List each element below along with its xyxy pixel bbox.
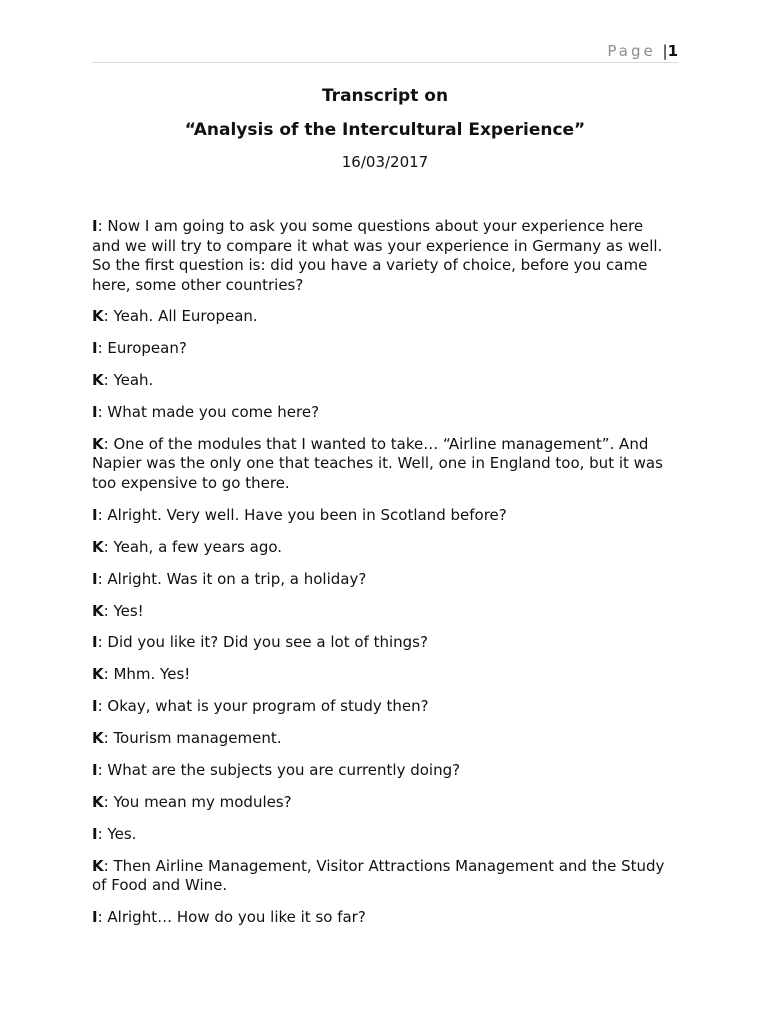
utterance-text: : What are the subjects you are currently doing?: [97, 760, 461, 779]
utterance-text: : Yeah, a few years ago.: [103, 537, 283, 556]
speaker-label: I: [92, 760, 98, 779]
title-block: [92, 84, 678, 172]
document-date: 16/03/2017: [341, 153, 429, 171]
speaker-label: I: [92, 569, 98, 588]
transcript-turn: [92, 371, 672, 391]
speaker-label: I: [92, 908, 98, 927]
transcript-turn: [92, 435, 672, 494]
utterance-text: : European?: [97, 339, 187, 358]
utterance-text: : One of the modules that I wanted to take… “Airline management”. And Napier was the only one that teaches it. Well, one in England too, but it was too expensive to go there.: [92, 434, 663, 492]
transcript-turn: [92, 403, 672, 423]
page-label: Page: [607, 42, 656, 60]
utterance-text: : You mean my modules?: [103, 792, 292, 811]
speaker-label: I: [92, 824, 98, 843]
transcript-turn: [92, 633, 672, 653]
utterance-text: : Mhm. Yes!: [103, 665, 191, 684]
speaker-label: K: [92, 601, 104, 620]
utterance-text: : Alright. Very well. Have you been in Scotland before?: [97, 505, 507, 524]
speaker-label: I: [92, 403, 98, 422]
transcript-turn: [92, 538, 672, 558]
utterance-text: : What made you come here?: [97, 403, 320, 422]
transcript-turn: [92, 570, 672, 590]
speaker-label: K: [92, 371, 104, 390]
utterance-text: : Now I am going to ask you some questions about your experience here and we will try to compare it what was your experience in Germany as well. So the first question is: did you have a variety of choice, before you came here, some other countries?: [92, 217, 663, 294]
utterance-text: : Yes.: [97, 824, 137, 843]
transcript-turn: [92, 339, 672, 359]
transcript-turn: [92, 506, 672, 526]
transcript-turn: [92, 793, 672, 813]
utterance-text: : Yeah.: [103, 371, 154, 390]
speaker-label: I: [92, 339, 98, 358]
utterance-text: : Yes!: [103, 601, 144, 620]
transcript-turn: [92, 307, 672, 327]
speaker-label: K: [92, 434, 104, 453]
speaker-label: I: [92, 217, 98, 235]
page-separator: |: [662, 42, 668, 60]
utterance-text: : Did you like it? Did you see a lot of things?: [97, 633, 428, 652]
transcript-turn: [92, 729, 672, 749]
page-number: 1: [667, 42, 678, 60]
transcript-turn: [92, 217, 672, 295]
transcript-turn: [92, 825, 672, 845]
speaker-label: K: [92, 537, 104, 556]
speaker-label: K: [92, 792, 104, 811]
transcript-turn: [92, 761, 672, 781]
utterance-text: : Alright. Was it on a trip, a holiday?: [97, 569, 367, 588]
speaker-label: K: [92, 729, 104, 748]
document-subtitle: “Analysis of the Intercultural Experience”: [184, 120, 586, 140]
speaker-label: I: [92, 697, 98, 716]
document-title: Transcript on: [321, 86, 449, 106]
utterance-text: : Alright… How do you like it so far?: [97, 908, 366, 927]
transcript-body: [92, 217, 672, 940]
speaker-label: I: [92, 633, 98, 652]
utterance-text: : Tourism management.: [103, 729, 282, 748]
speaker-label: K: [92, 665, 104, 684]
utterance-text: : Then Airline Management, Visitor Attractions Management and the Study of Food and Wine.: [92, 856, 665, 895]
utterance-text: : Yeah. All European.: [103, 307, 258, 326]
transcript-turn: [92, 697, 672, 717]
speaker-label: I: [92, 505, 98, 524]
speaker-label: K: [92, 307, 104, 326]
transcript-turn: [92, 908, 672, 928]
transcript-turn: [92, 857, 672, 896]
utterance-text: : Okay, what is your program of study then?: [97, 697, 429, 716]
speaker-label: K: [92, 856, 104, 875]
transcript-turn: [92, 665, 672, 685]
page-header: [92, 40, 678, 63]
transcript-turn: [92, 602, 672, 622]
